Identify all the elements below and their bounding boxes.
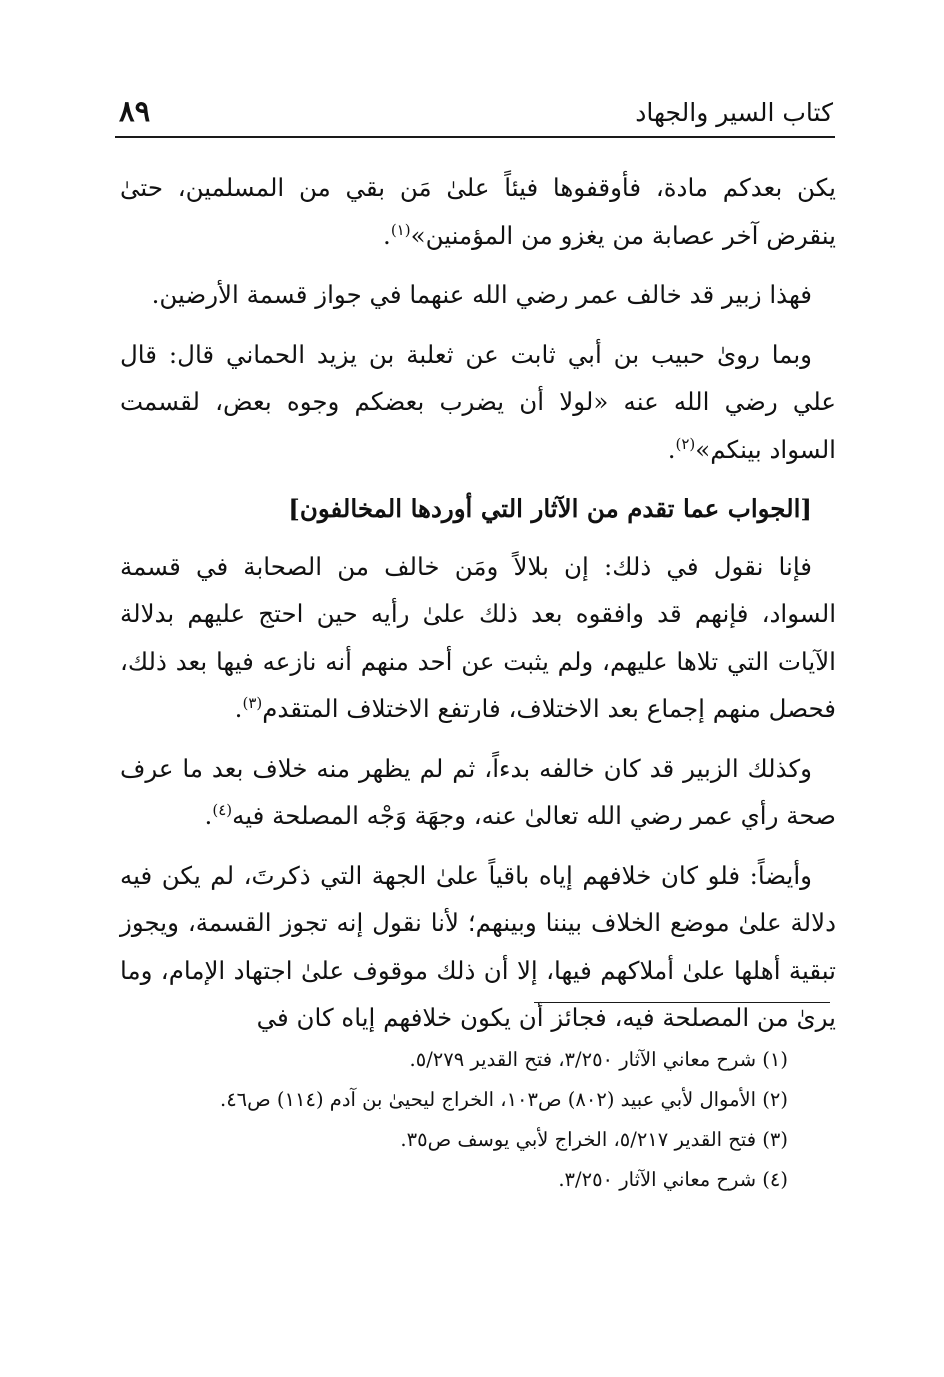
footnote-1: (١) شرح معاني الآثار ٣/٢٥٠، فتح القدير ٥/٢٧٩.	[409, 1048, 788, 1071]
running-title: كتاب السير والجهاد	[635, 98, 833, 127]
footnote-ref-4: (٤)	[212, 800, 233, 819]
paragraph-4	[120, 543, 836, 733]
footnote-2: (٢) الأموال لأبي عبيد (٨٠٢) ص١٠٣، الخراج ليحيىٰ بن آدم (١١٤) ص٤٦.	[220, 1088, 788, 1111]
footnote-3: (٣) فتح القدير ٥/٢١٧، الخراج لأبي يوسف ص٣٥.	[400, 1128, 788, 1151]
paragraph-1-text: يكن بعدكم مادة، فأوقفوها فيئاً علىٰ مَن بقي من المسلمين، حتىٰ ينقرض آخر عصابة من يغزو من المؤمنين»	[120, 173, 836, 250]
paragraph-3-end: .	[667, 434, 676, 464]
paragraph-5	[120, 745, 836, 840]
paragraph-1-end: .	[383, 220, 391, 250]
footnote-ref-1: (١)	[390, 220, 411, 239]
page-number: ٨٩	[119, 94, 151, 128]
footnote-4: (٤) شرح معاني الآثار ٣/٢٥٠.	[558, 1168, 788, 1191]
footnote-divider	[534, 1002, 830, 1003]
paragraph-1	[120, 164, 836, 259]
footnote-ref-2: (٢)	[675, 434, 696, 453]
paragraph-2: فهذا زبير قد خالف عمر رضي الله عنهما في جواز قسمة الأرضين.	[151, 280, 812, 309]
page-header	[115, 92, 835, 138]
paragraph-3	[120, 331, 836, 474]
paragraph-3-text: وبما روىٰ حبيب بن أبي ثابت عن ثعلبة بن يزيد الحماني قال: قال علي رضي الله عنه «لولا أن يضرب بعضكم وجوه بعض، لقسمت السواد بينكم»	[120, 339, 836, 464]
footnote-ref-3: (٣)	[242, 693, 263, 712]
paragraph-4-end: .	[234, 694, 243, 723]
main-text	[120, 164, 836, 1054]
paragraph-4-text: فإنا نقول في ذلك: إن بلالاً ومَن خالف من الصحابة في قسمة السواد، فإنهم قد وافقوه بعد ذلك علىٰ رأيه حين احتج عليهم بدلالة الآيات التي تلاها عليهم، ولم يثبت عن أحد منهم أنه نازعه فيها بعد ذلك، فحصل منهم إجماع بعد الاختلاف، فارتفع الاختلاف المتقدم	[120, 551, 836, 723]
footnotes	[120, 1040, 788, 1200]
paragraph-5-text: وكذلك الزبير قد كان خالفه بدءاً، ثم لم يظهر منه خلاف بعد ما عرف صحة رأي عمر رضي الله تعالىٰ عنه، وجهَة وَجْه المصلحة فيه	[120, 753, 836, 830]
paragraph-6: وأيضاً: فلو كان خلافهم إياه باقياً علىٰ الجهة التي ذكرتَ، لم يكن فيه دلالة علىٰ موضع الخلاف بيننا وبينهم؛ لأنا نقول إنه تجوز القسمة، ويجوز تبقية أهلها علىٰ أملاكهم فيها، إلا أن ذلك موقوف علىٰ اجتهاد الإمام، وما يرىٰ من المصلحة فيه، فجائز أن يكون خلافهم إياه كان في	[120, 860, 836, 1032]
section-heading: [الجواب عما تقدم من الآثار التي أوردها المخالفون]	[288, 494, 812, 523]
paragraph-5-end: .	[204, 801, 213, 830]
